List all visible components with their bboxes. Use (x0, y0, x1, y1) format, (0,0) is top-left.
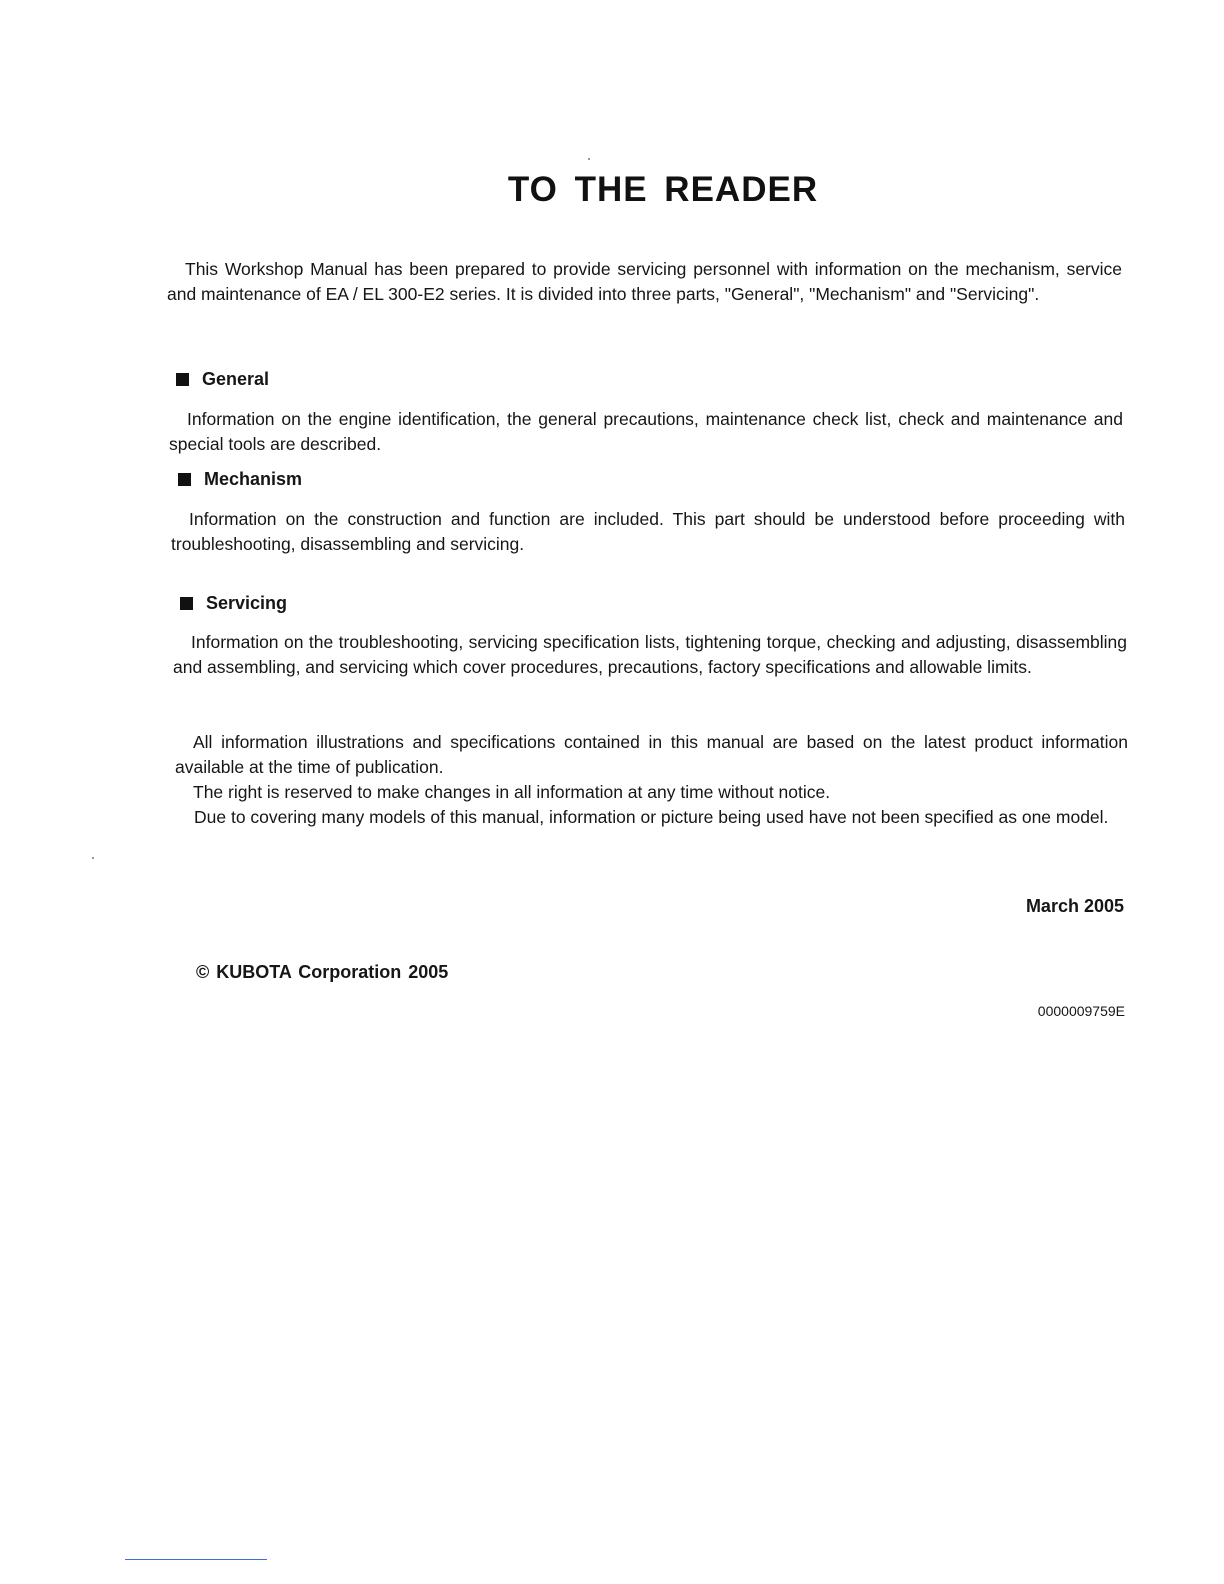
publication-date: March 2005 (1025, 896, 1124, 916)
section-heading-label: Servicing (206, 593, 288, 613)
section-text-servicing (173, 630, 1127, 679)
section-body: Information on the engine identification, the general precautions, maintenance check list, check and maintenance and special tools are described. (169, 409, 1123, 454)
scan-speck (92, 857, 94, 859)
bottom-rule-divider (125, 1559, 267, 1560)
page-title: TO THE READER (507, 170, 819, 209)
section-heading-label: Mechanism (204, 469, 303, 489)
notice-text: Due to covering many models of this manual, information or picture being used have not been specified as one model. (194, 807, 1109, 827)
section-body: Information on the construction and function are included. This part should be understood before proceeding with troubleshooting, disassembling and servicing. (171, 509, 1125, 554)
bullet-square-icon (180, 597, 193, 610)
notice-paragraph-3 (176, 805, 1129, 830)
scan-speck (588, 158, 590, 160)
section-heading-general (176, 369, 269, 390)
notice-text: All information illustrations and specifications contained in this manual are based on the latest product information available at the time of publication. (175, 732, 1128, 777)
intro-paragraph (167, 257, 1122, 306)
bullet-square-icon (178, 473, 191, 486)
section-text-general (169, 407, 1123, 456)
notice-paragraph-1 (175, 730, 1128, 779)
section-heading-mechanism (178, 469, 302, 490)
notice-line-2: The right is reserved to make changes in all information at any time without notice. (193, 782, 831, 802)
section-heading-label: General (202, 369, 270, 389)
section-body: Information on the troubleshooting, servicing specification lists, tightening torque, checking and adjusting, disassembling and assembling, and servicing which cover procedures, precautions, factory specifications and allowable limits. (173, 632, 1127, 677)
section-heading-servicing (180, 593, 287, 614)
bullet-square-icon (176, 373, 189, 386)
document-number: 0000009759E (1037, 1003, 1125, 1019)
section-text-mechanism (171, 507, 1125, 556)
intro-text: This Workshop Manual has been prepared to provide servicing personnel with information on the mechanism, service and maintenance of EA / EL 300-E2 series. It is divided into three parts, "General", "Mechanism" and "Servicing". (167, 259, 1122, 304)
copyright-notice: © KUBOTA Corporation 2005 (196, 962, 449, 982)
